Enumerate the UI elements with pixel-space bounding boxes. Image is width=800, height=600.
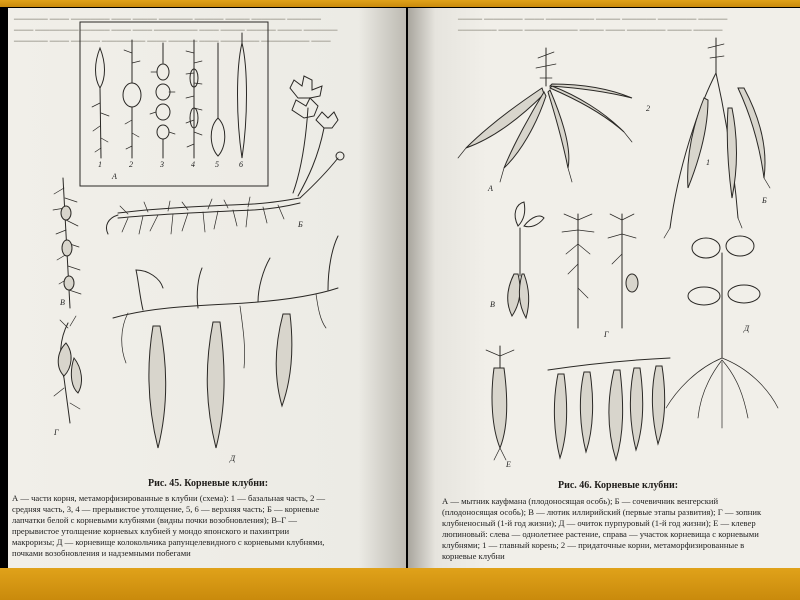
figure-46-illustration bbox=[408, 8, 800, 478]
bleed-through-text: ━━━━━━━ ━━━━ ━━━━━━━━ ━━━━ ━━━━━ ━━━━━━━ ━━━━━━ ━━━━━ ━━━━━━━ ━━━━━━━ ━━━━ ━━━━━━━━━ ━━━━━━ ━━━━ ━━━━ ━━━━━━━━━ ━━━━ ━━━━━ ━━━━━━ ━━━━━ ━━━━━━━ ━━━━━━━ ━━━━ ━━━━━━ ━━━━━━━━━ ━━━━ ━━━━━━ ━━━━ ━━━━━━━━ ━━━━━━━━━━ ━━━━ bbox=[14, 15, 338, 46]
caption-line: (плодоносящая особь); В — лютик иллирийский (первые этапы развития); Г — зопник bbox=[442, 507, 762, 517]
caption-line: средняя часть, 3, 4 — прерывистое утолщение, 5, 6 — верхняя часть; Б — корневые bbox=[12, 504, 320, 514]
caption-line: почками возобновления и надземными побегами bbox=[12, 548, 191, 558]
left-page bbox=[8, 8, 406, 568]
trifolium-roots bbox=[486, 346, 670, 460]
potentilla-plant bbox=[106, 76, 344, 234]
caption-line: люпиновый: слева — однолетнее растение, справа — участок корневища с корневыми bbox=[442, 529, 759, 539]
label-n2: 2 bbox=[646, 104, 650, 113]
schema-root-1 bbox=[92, 48, 109, 158]
label-B: Б bbox=[762, 196, 767, 205]
label-A: А bbox=[488, 184, 493, 193]
label-E: Е bbox=[506, 460, 511, 469]
caption-line: макроризы; Д — корневище колокольчика рапунцелевидного с корневыми клубнями, bbox=[12, 537, 325, 547]
bottom-border-bar bbox=[0, 568, 800, 600]
label-n1: 1 bbox=[98, 160, 102, 169]
caption-line: клубненосный (1-й год жизни); Д — очиток пурпуровый (1-й год жизни); Е — клевер bbox=[442, 518, 756, 528]
schema-root-5 bbox=[211, 43, 225, 156]
label-A: А bbox=[112, 172, 117, 181]
label-D: Д bbox=[744, 324, 750, 333]
caption-line: лапчатки белой с корневыми клубнями (видны почки возобновления); В–Г — bbox=[12, 515, 297, 525]
pachyrhizus-root bbox=[54, 316, 81, 423]
caption-line: прерывистое утолщение корневых клубней у мондо японского и пахинтрии bbox=[12, 526, 290, 536]
campanula-rhizome bbox=[113, 236, 338, 448]
label-n2: 2 bbox=[129, 160, 133, 169]
label-G: Г bbox=[604, 330, 609, 339]
label-D: Д bbox=[230, 454, 236, 463]
caption-line: А — части корня, метаморфизированные в клубни (схема): 1 — базальная часть, 2 — bbox=[12, 493, 326, 503]
label-n4: 4 bbox=[191, 160, 195, 169]
right-page bbox=[408, 8, 800, 568]
figure-45-caption bbox=[12, 493, 398, 559]
mondo-roots bbox=[53, 178, 81, 308]
caption-line: А — мытник кауфмана (плодоносящая особь); Б — сочевичник венгерский bbox=[442, 496, 719, 506]
label-B: Б bbox=[298, 220, 303, 229]
label-n1: 1 bbox=[706, 158, 710, 167]
label-G: Г bbox=[54, 428, 59, 437]
figure-45-title: Рис. 45. Корневые клубни: bbox=[148, 478, 269, 489]
figure-46-caption bbox=[442, 496, 792, 562]
label-V: В bbox=[490, 300, 495, 309]
ranunculus-seedling bbox=[508, 202, 544, 318]
label-n5: 5 bbox=[215, 160, 219, 169]
caption-line: клубнями; 1 — главный корень; 2 — придаточные корни, метаморфизированные в bbox=[442, 540, 745, 550]
bleed-through-text: ━━━━━ ━━━━━━━━ ━━━━ ━━━━━━━━━━ ━━━━━ ━━━━━━━ ━━━━━━━━ ━━━━━━ ━━━━━━━━ ━━━━━ ━━━━━━━━━━━ ━━━━━ ━━━━ ━━━━━━━━ ━━━━━ ━━━━━━ bbox=[458, 15, 728, 35]
figure-45-illustration bbox=[8, 8, 406, 488]
sedum-seedling bbox=[666, 236, 778, 428]
schema-root-2 bbox=[123, 40, 141, 158]
phlomis-seedlings bbox=[562, 214, 638, 328]
caption-line: корневые клубни bbox=[442, 551, 505, 561]
lathyrus-roots bbox=[664, 38, 770, 238]
schema-root-6 bbox=[238, 33, 247, 158]
label-n6: 6 bbox=[239, 160, 243, 169]
top-border-bar bbox=[0, 0, 800, 7]
schema-root-4 bbox=[186, 40, 202, 158]
figure-46-title: Рис. 46. Корневые клубни: bbox=[558, 480, 679, 491]
schema-root-3 bbox=[150, 43, 175, 158]
label-V: В bbox=[60, 298, 65, 307]
pedicularis-roots bbox=[458, 48, 632, 182]
label-n3: 3 bbox=[160, 160, 164, 169]
